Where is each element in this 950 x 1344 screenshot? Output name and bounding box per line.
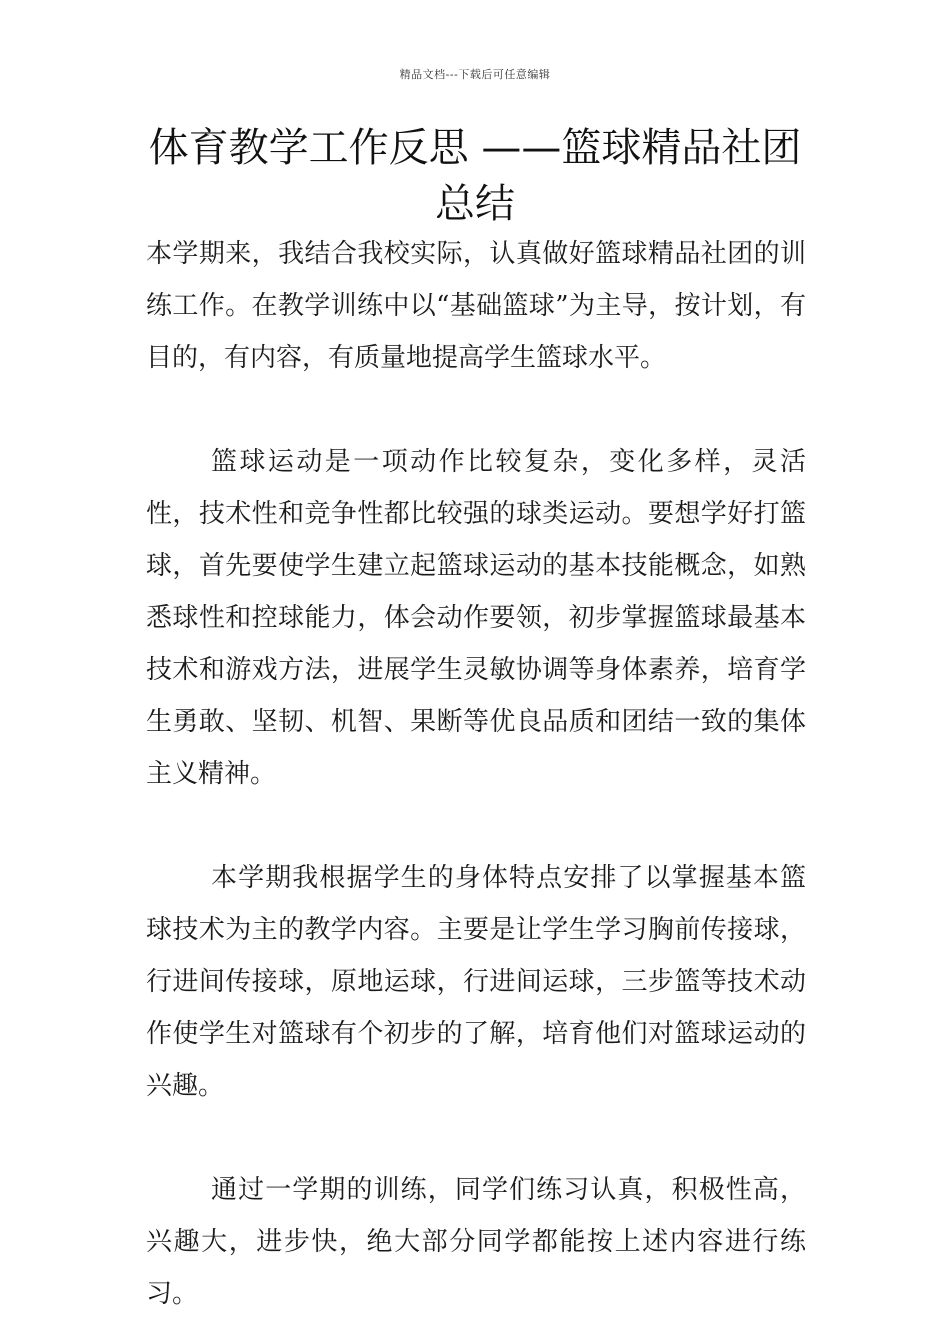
paragraph-basketball-overview: 篮球运动是一项动作比较复杂，变化多样，灵活性，技术性和竞争性都比较强的球类运动。要想学好打篮球，首先要使学生建立起篮球运动的基本技能概念，如熟悉球性和控球能力，体会动作要领，初步掌握篮球最基本技术和游戏方法，进展学生灵敏协调等身体素养，培育学生勇敢、坚韧、机智、果断等优良品质和团结一致的集体主义精神。 [146,447,806,789]
paragraph-intro: 本学期来，我结合我校实际，认真做好篮球精品社团的训练工作。在教学训练中以“基础篮球”为主导，按计划，有目的，有内容，有质量地提高学生篮球水平。 [146,239,806,373]
document-title: 体育教学工作反思 ——篮球精品社团总结 [148,125,802,227]
paragraph-training-results: 通过一学期的训练，同学们练习认真，积极性高，兴趣大，进步快，绝大部分同学都能按上述内容进行练习。 [146,1175,806,1309]
page-header-note: 精品文档---下载后可任意编辑 [399,68,551,81]
document-body [146,228,806,1320]
paragraph-teaching-content: 本学期我根据学生的身体特点安排了以掌握基本篮球技术为主的教学内容。主要是让学生学习胸前传接球，行进间传接球，原地运球，行进间运球，三步篮等技术动作使学生对篮球有个初步的了解，培育他们对篮球运动的兴趣。 [146,863,806,1101]
